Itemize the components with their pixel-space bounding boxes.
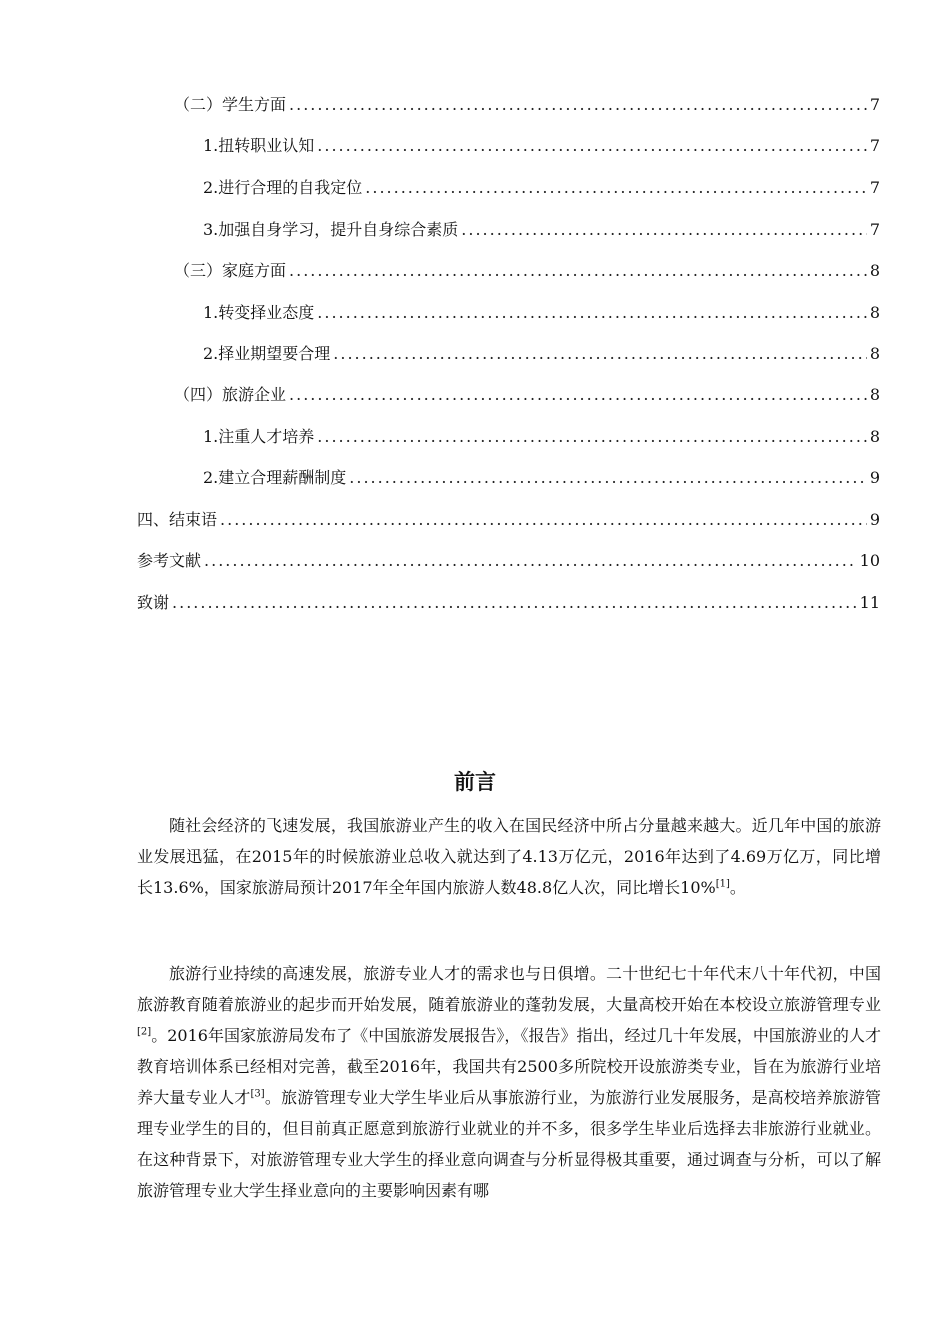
toc-leader-dots (365, 175, 867, 201)
toc-entry-page: 10 (859, 551, 880, 570)
toc-leader-dots (349, 465, 867, 491)
preface-paragraph-1 (137, 810, 881, 903)
citation-ref[interactable]: [3] (250, 1088, 265, 1100)
toc-entry[interactable] (137, 590, 880, 616)
paragraph-text: 随社会经济的飞速发展，我国旅游业产生的收入在国民经济中所占分量越来越大。近几年中国的旅游业发展迅猛，在2015年的时候旅游业总收入就达到了4.13万亿元，2016年达到了4.69万亿万，同比增长13.6%，国家旅游局预计2017年全年国内旅游人数48.8亿人次，同比增长10% (137, 816, 881, 897)
toc-leader-dots (333, 341, 867, 367)
toc-leader-dots (461, 217, 867, 243)
preface-paragraph-2 (137, 958, 881, 1206)
toc-leader-dots (317, 300, 867, 326)
paragraph-text: 旅游行业持续的高速发展，旅游专业人才的需求也与日俱增。二十世纪七十年代末八十年代初，中国旅游教育随着旅游业的起步而开始发展，随着旅游业的蓬勃发展，大量高校开始在本校设立旅游管理专业 (137, 964, 881, 1014)
toc-entry[interactable] (203, 424, 880, 450)
toc-leader-dots (289, 92, 867, 118)
toc-entry-title: 1.注重人才培养 (203, 427, 315, 446)
toc-entry-title: （四）旅游企业 (174, 385, 287, 404)
toc-entry-page: 11 (859, 593, 880, 612)
toc-entry-title: 参考文献 (137, 551, 202, 570)
toc-entry[interactable] (174, 258, 880, 284)
toc-entry-title: （三）家庭方面 (174, 261, 287, 280)
paragraph-text: 。 (729, 878, 746, 897)
toc-entry-page: 9 (869, 468, 880, 487)
toc-entry-page: 8 (869, 303, 880, 322)
toc-leader-dots (317, 424, 867, 450)
toc-leader-dots (289, 258, 867, 284)
toc-entry[interactable] (203, 133, 880, 159)
toc-entry[interactable] (174, 92, 880, 118)
toc-entry-title: 1.转变择业态度 (203, 303, 315, 322)
toc-entry-title: 2.进行合理的自我定位 (203, 178, 363, 197)
toc-entry-page: 7 (869, 178, 880, 197)
citation-ref[interactable]: [1] (715, 878, 730, 890)
toc-entry[interactable] (137, 548, 880, 574)
toc-leader-dots (204, 548, 857, 574)
paragraph-text: 。旅游管理专业大学生毕业后从事旅游行业，为旅游行业发展服务，是高校培养旅游管理专业学生的目的，但目前真正愿意到旅游行业就业的并不多，很多学生毕业后选择去非旅游行业就业。在这种背景下，对旅游管理专业大学生的择业意向调查与分析显得极其重要，通过调查与分析，可以了解旅游管理专业大学生择业意向的主要影响因素有哪 (137, 1088, 881, 1200)
toc-entry-page: 8 (869, 427, 880, 446)
toc-entry-title: 1.扭转职业认知 (203, 136, 315, 155)
toc-entry-title: 3.加强自身学习，提升自身综合素质 (203, 220, 459, 239)
toc-entry-page: 7 (869, 220, 880, 239)
toc-entry-page: 9 (869, 510, 880, 529)
toc-leader-dots (172, 590, 857, 616)
toc-entry[interactable] (203, 341, 880, 367)
toc-entry[interactable] (203, 300, 880, 326)
toc-entry-title: 2.建立合理薪酬制度 (203, 468, 347, 487)
toc-entry-page: 7 (869, 136, 880, 155)
citation-ref[interactable]: [2] (137, 1026, 152, 1038)
toc-entry-title: 四、结束语 (137, 510, 218, 529)
toc-entry-title: 致谢 (137, 593, 170, 612)
toc-entry-page: 8 (869, 344, 880, 363)
toc-entry-title: （二）学生方面 (174, 95, 287, 114)
toc-leader-dots (220, 507, 867, 533)
toc-entry-page: 8 (869, 261, 880, 280)
toc-leader-dots (317, 133, 867, 159)
toc-entry[interactable] (174, 382, 880, 408)
preface-heading: 前言 (454, 770, 496, 794)
toc-entry-page: 8 (869, 385, 880, 404)
toc-entry[interactable] (203, 175, 880, 201)
toc-entry[interactable] (203, 465, 880, 491)
toc-entry[interactable] (203, 217, 880, 243)
toc-entry-title: 2.择业期望要合理 (203, 344, 331, 363)
paragraph-text: 。2016年国家旅游局发布了《中国旅游发展报告》，《报告》指出，经过几十年发展，中国旅游业的人才教育培训体系已经相对完善，截至2016年，我国共有2500多所院校开设旅游类专业，旨在为旅游行业培养大量专业人才 (137, 1026, 881, 1107)
toc-entry-page: 7 (869, 95, 880, 114)
toc-entry[interactable] (137, 507, 880, 533)
toc-leader-dots (289, 382, 867, 408)
